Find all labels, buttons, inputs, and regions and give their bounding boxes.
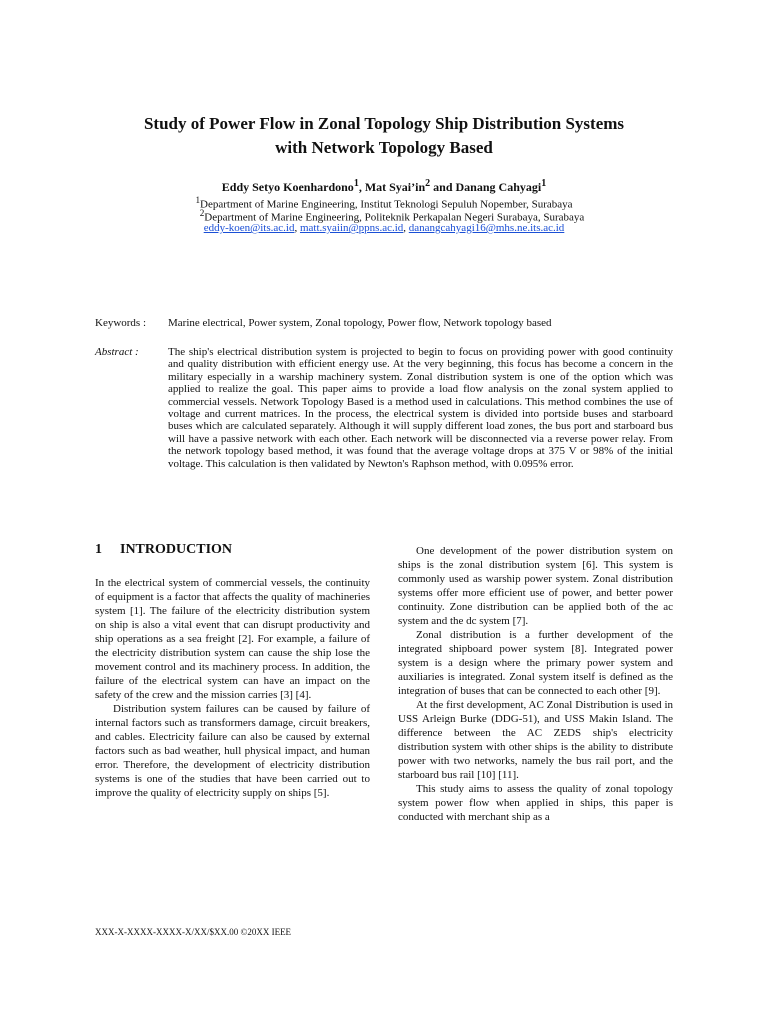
author-1: Eddy Setyo Koenhardono <box>221 180 354 194</box>
right-column <box>398 544 673 824</box>
paragraph: Distribution system failures can be caused by failure of internal factors such as transformers damage, circuit breakers, and cables. Electricity failure can also be caused by external factors such as bad weather, hull physical impact, and human error. Therefore, the development of electricity distribution systems is one of the studies that have been carried out to improve the quality of electricity supply on ships [5]. <box>95 703 370 799</box>
keywords-text: Marine electrical, Power system, Zonal topology, Power flow, Network topology based <box>168 317 552 329</box>
author-2: Mat Syai’in <box>364 180 426 194</box>
section-number: 1 <box>95 542 102 557</box>
author-1-affil-mark: 1 <box>353 178 359 189</box>
author-separator: and <box>430 180 456 194</box>
email-list <box>0 222 768 234</box>
affiliation-2-text: Department of Marine Engineering, Politeknik Perkapalan Negeri Surabaya, Surabaya <box>204 211 585 224</box>
author-list <box>60 178 708 195</box>
title-line-1: Study of Power Flow in Zonal Topology Ship Distribution Systems <box>143 114 625 133</box>
copyright-footer: XXX-X-XXXX-XXXX-X/XX/$XX.00 ©20XX IEEE <box>95 927 292 937</box>
affiliation-2-mark: 2 <box>199 208 205 218</box>
section-title: INTRODUCTION <box>120 542 233 557</box>
keywords-label: Keywords : <box>95 317 147 329</box>
paragraph: One development of the power distribution system on ships is the zonal distribution system [6]. This system is commonly used as warship power system. Zonal distribution systems offer more efficient use of power, and better power continuity. Zone distribution can be applied both of the ac system and the dc system [7]. <box>398 545 673 627</box>
affiliation-1-text: Department of Marine Engineering, Institut Teknologi Sepuluh Nopember, Surabaya <box>200 198 573 211</box>
email-link-3[interactable]: danangcahyagi16@mhs.ne.its.ac.id <box>408 222 565 234</box>
paragraph: This study aims to assess the quality of zonal topology system power flow when applied in ships, this paper is conducted with merchant ship as a <box>398 783 673 823</box>
author-3-affil-mark: 1 <box>541 178 547 189</box>
abstract-text: The ship's electrical distribution system is projected to begin to focus on providing power with good continuity and quality distribution with efficient energy use. At the very beginning, this focus has become a concern in the military especially in a warship machinery system. Zonal distribution system is one of the option which was applied to realize the goal. This paper aims to provide a load flow analysis on the zonal system applied to commercial vessels. Network Topology Based is a method used in calculations. This method combines the use of voltage and current matrices. In the process, the electrical system is divided into portside buses and starboard buses which are calculated separately. Although it will supply different load zones, the bus port and starboard bus will have a passive network with each other. Each network will be disconnected via a reverse power relay. From the network topology based method, it was found that the average voltage drops at 375 V or 98% of the initial voltage. This calculation is then validated by Newton's Raphson method, with 0.095% error. <box>168 346 673 470</box>
paragraph: Zonal distribution is a further development of the integrated shipboard power system [8]. Integrated power system is a design where the primary power system and auxiliaries is integrated. Zonal system itself is defined as the integration of buses that can be connected to each other [9]. <box>398 629 673 697</box>
abstract-label: Abstract : <box>95 346 139 358</box>
paper-title <box>60 112 708 160</box>
paragraph: In the electrical system of commercial vessels, the continuity of equipment is a factor that affects the quality of machineries system [1]. The failure of the electricity distribution system on ship is also a vital event that can disrupt productivity and ship operations as a sea freight [2]. For example, a failure of the electricity distribution system can cause the ship lose the movement control and its machinery process. In addition, the failure of the electrical system can have an impact on the safety of the crew and the mission carries [3] [4]. <box>95 577 370 701</box>
email-link-1[interactable]: eddy-koen@its.ac.id <box>203 222 295 234</box>
author-2-affil-mark: 2 <box>425 178 431 189</box>
affiliation-1-mark: 1 <box>195 195 201 205</box>
author-separator: , <box>358 180 365 194</box>
section-heading <box>95 542 232 558</box>
email-separator: , <box>403 222 409 234</box>
email-link-2[interactable]: matt.syaiin@ppns.ac.id <box>299 222 404 234</box>
title-line-2: with Network Topology Based <box>275 138 493 157</box>
email-separator: , <box>294 222 300 234</box>
paragraph: At the first development, AC Zonal Distribution is used in USS Arleign Burke (DDG-51), and USS Makin Island. The difference between the AC ZEDS ship's electricity distribution system with other ships is the ability to distribute power with two networks, namely the bus rail port, and the starboard bus rail [10] [11]. <box>398 699 673 781</box>
left-column <box>95 576 370 800</box>
author-3: Danang Cahyagi <box>455 180 542 194</box>
